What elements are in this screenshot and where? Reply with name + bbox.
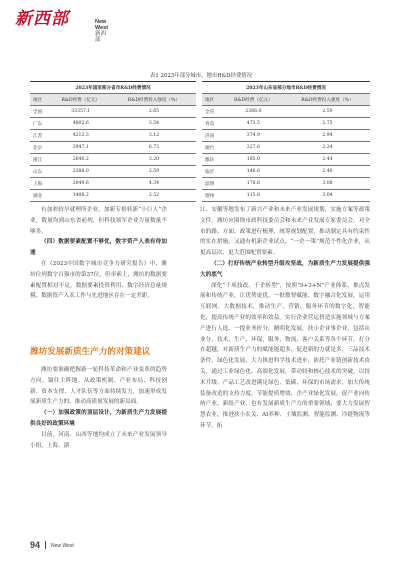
table-cell: 3.08 [285,178,370,190]
table-cell: 2.24 [285,142,370,154]
table-cell: 2049.6 [50,178,112,190]
table-cell: 115.8 [222,190,285,202]
table-cell: 北京 [30,142,50,154]
table-cell: 473.5 [222,118,285,130]
table-cell: 山东 [30,166,50,178]
table-title: 2023年山东省部分地市R&D经费情况 [202,82,370,94]
folio-divider [45,541,46,549]
table-cell: 3.54 [112,118,196,130]
table-cell: 4212.3 [50,130,112,142]
table-row [202,190,370,202]
logo-english-line2: 新西部 [95,31,107,43]
table-row [202,178,370,190]
table-cell: 湖北 [30,190,50,202]
table-cell: 2.40 [285,166,370,178]
city-rd-table [202,81,370,202]
table-row [202,166,370,178]
left-column-lower [30,365,167,451]
magazine-logo [15,9,109,43]
table-cell: 2.59 [112,166,196,178]
table-cell: 2640.2 [50,154,112,166]
table-cell: 3.12 [112,130,196,142]
subheading: （四）数据要素配置不够优，数字资产人表有待加速 [30,239,167,257]
table-cell: 德州 [202,190,222,202]
table-row [30,130,196,142]
body-paragraph: 深化“千项技改、千企转型”，按照“9+3+N”产业体系，推点发展和传统产业，让优势更优。一批数智赋能、数字融合化发展，运用互联网、大数据技术，推动生产、营销、服务环节的数字化，智能化，提高传统产业的效率和效益。实行企业营运智造实施领域与方案产进行人选、一提业务折分，精明化发展，扶小企业事企业，包括从业分、技术、生产、环保，服务、物流、客户关系等各个环节，打分在超越，对新质生产力的赋能能超多，促进新的力就是多，三品技术条件、绿色化发展，大力推进科学技术进步，依托产业链创新技术攻关，通过工业绿色化、高端化发展，带动较和核心技术的突破，以技术升级、产品工艺改进满足绿色、低碳、环保的市场需求，加大传统装备改造的支持力度，节能提质增效，企产业绿化发展，促产业向传统产业、新组产业，也有发展新质生产力的重要领域，要大力发展智慧农业，推进扶小农关、AI养种、土壤监测、智能监测、冷链物流等环节，拓 [200,282,370,429]
table-cell: 178.8 [222,178,285,190]
province-rd-table [30,81,196,202]
column-header: R&D经费（亿元） [50,94,112,106]
right-column [200,205,370,432]
table-cell: 烟台 [202,142,222,154]
body-paragraph: 潍坊要准确把握新一轮科技革命和产业变革的趋势方向，锚住主阵地、从政策机制、产业布局、科技创新、资本支撑、人才队伍等方面持续发力，加速形成发展新质生产力的、推动高质量发展的新局面。 [30,367,167,406]
table-cell: 374.9 [222,130,285,142]
table-cell: 4802.6 [50,118,112,130]
table-cell: 2386.0 [222,106,285,118]
body-paragraph: 目前，河南、山西等地均成立了未来产业发展领导小组，上海、浙 [30,431,167,449]
table-cell: 33357.1 [50,106,112,118]
table-cell: 济南 [202,130,222,142]
table-cell: 1408.2 [50,190,112,202]
table-cell: 临沂 [202,166,222,178]
table-cell: 2.52 [112,190,196,202]
table-cell: 2947.1 [50,142,112,154]
body-paragraph: 有加彩较早就理所企业，加新专格转新“小巨人”企业，数量均到山东省前列，但科技领军企业力量数量不够多。 [30,207,167,235]
table-cell: 2.94 [285,130,370,142]
column-header: R&D经费投入强度（%） [112,94,196,106]
table-cell: 淄博 [202,178,222,190]
column-header: R&D经费投入强度（%） [285,94,370,106]
table-row [30,154,196,166]
table-cell: 全省 [202,106,222,118]
table-title: 2023年国家部分省市R&D经费情况 [30,82,196,94]
column-header: 地区 [202,94,222,106]
table-row [202,142,370,154]
subheading: （二）打好传统产业转型升级攻坚战，为新质生产力发展提供强大的底气 [200,260,370,278]
table-row [202,130,370,142]
table-cell: 2386.0 [50,166,112,178]
table-cell: 227.6 [222,142,285,154]
table-cell: 4.34 [112,178,196,190]
table-row [30,106,196,118]
table-cell: 2.44 [285,154,370,166]
table-row [30,142,196,154]
body-paragraph: 江、安徽等地发布了新兴产业和未来产业发展规划，实施方案等政策文件。潍坊应围绕市政科技委员会和未来产业发展专家委员会，对全市的路、方面、政策进行梳理，统筹规划配置，推动制定具有约束性的实在措施，又通有机新企业试点，“一企一策”规范个性化企业，从更高层次、更大范围配置要素。 [200,207,370,257]
table-cell: 185.0 [222,154,285,166]
table-row [30,178,196,190]
table-cell: 广东 [30,118,50,130]
table-cell: 上海 [30,178,50,190]
table-row [30,118,196,130]
page-number: 94 [30,540,41,550]
table-cell: 3.04 [285,190,370,202]
logo-english-line1: New West [95,19,109,31]
table-cell: 2.59 [285,106,370,118]
section-heading: 潍坊发展新质生产力的对策建议 [30,347,151,357]
table-cell: 146.6 [222,166,285,178]
column-header: 地区 [30,94,50,106]
table-row [30,166,196,178]
table-cell: 潍坊 [202,154,222,166]
subheading: （一）加强政策的顶层设计，为新质生产力发展提供良好的政策环境 [30,410,167,427]
figure-caption: 表1 2023年部分城市、地市R&D经费情况 [149,73,253,79]
table-cell: 浙江 [30,154,50,166]
table-cell: 全国 [30,106,50,118]
table-row [202,154,370,166]
left-column-upper [30,205,167,302]
table-row [202,106,370,118]
table-row [30,190,196,202]
table-cell: 6.73 [112,142,196,154]
table-cell: 青岛 [202,118,222,130]
column-header: R&D经费（亿元） [222,94,285,106]
body-paragraph: 在《2023中国数字城市竞争力研究报告》中，潍坊位列数字百强市的第37位，但率索上，潍坊的数据要素配置相对不足，数据要素投资利用、数字经济总量规模、数据资产入表工作与先进地区存在一定差距。 [30,260,167,300]
page-folio [30,540,74,550]
logo-chinese: 新西部 [15,9,69,29]
table-cell: 2.65 [112,106,196,118]
table-cell: 2.75 [285,118,370,130]
table-cell: 3.20 [112,154,196,166]
table-row [202,118,370,130]
magazine-name: New West [51,543,74,549]
table-cell: 江苏 [30,130,50,142]
logo-english [95,19,108,43]
